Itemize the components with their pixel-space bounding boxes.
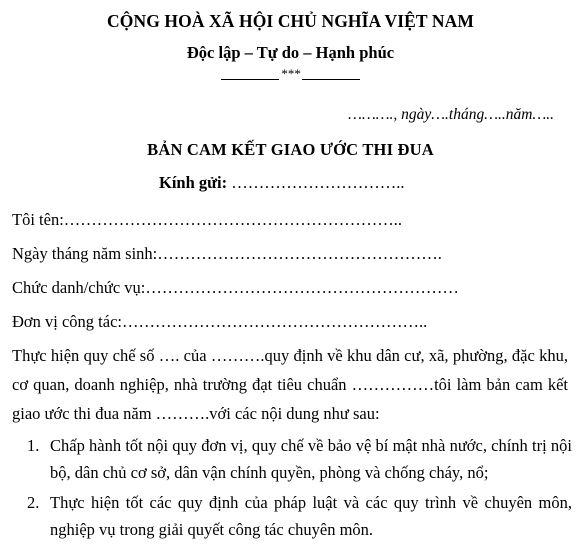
field-name: Tôi tên:…………………………………………………….. (12, 210, 403, 229)
field-birthdate: Ngày tháng năm sinh:……………………………………………. (12, 244, 442, 263)
commitment-number: 2. (27, 493, 40, 512)
recipient-label: Kính gửi: (159, 173, 228, 192)
commitment-text: Thực hiện tốt các quy định của pháp luật và các quy trình về chuyên môn, nghiệp vụ trong giải quyết công tác chuyên môn. (50, 493, 572, 539)
field-position: Chức danh/chức vụ:………………………………………………… (12, 278, 459, 297)
commitment-item (27, 489, 572, 543)
commitment-item (27, 432, 572, 486)
recipient-dots: ………………………….. (231, 173, 405, 192)
intro-paragraph: Thực hiện quy chế số …. của ……….quy định về khu dân cư, xã, phường, đặc khu, cơ quan, doanh nghiệp, nhà trường đạt tiêu chuẩn ……………tôi làm bản cam kết giao ước thi đua năm ……….với các nội dung như sau: (12, 346, 568, 423)
commitment-number: 1. (27, 436, 40, 455)
separator-line-left (221, 79, 279, 80)
header-separator (0, 66, 581, 87)
commitment-text: Chấp hành tốt nội quy đơn vị, quy chế về bảo vệ bí mật nhà nước, chính trị nội bộ, dân chủ cơ sở, dân vận chính quyền, phòng và chống cháy, nổ; (50, 436, 572, 482)
separator-line-right (302, 79, 360, 80)
national-motto: Độc lập – Tự do – Hạnh phúc (186, 43, 395, 62)
date-line: ………., ngày….tháng…..năm….. (348, 106, 554, 123)
field-workplace: Đơn vị công tác:……………………………………………….. (12, 312, 428, 331)
document-title: BẢN CAM KẾT GIAO ƯỚC THI ĐUA (147, 140, 434, 159)
recipient-line (159, 173, 405, 193)
nation-title: CỘNG HOÀ XÃ HỘI CHỦ NGHĨA VIỆT NAM (107, 11, 474, 31)
separator-stars: *** (280, 66, 301, 81)
